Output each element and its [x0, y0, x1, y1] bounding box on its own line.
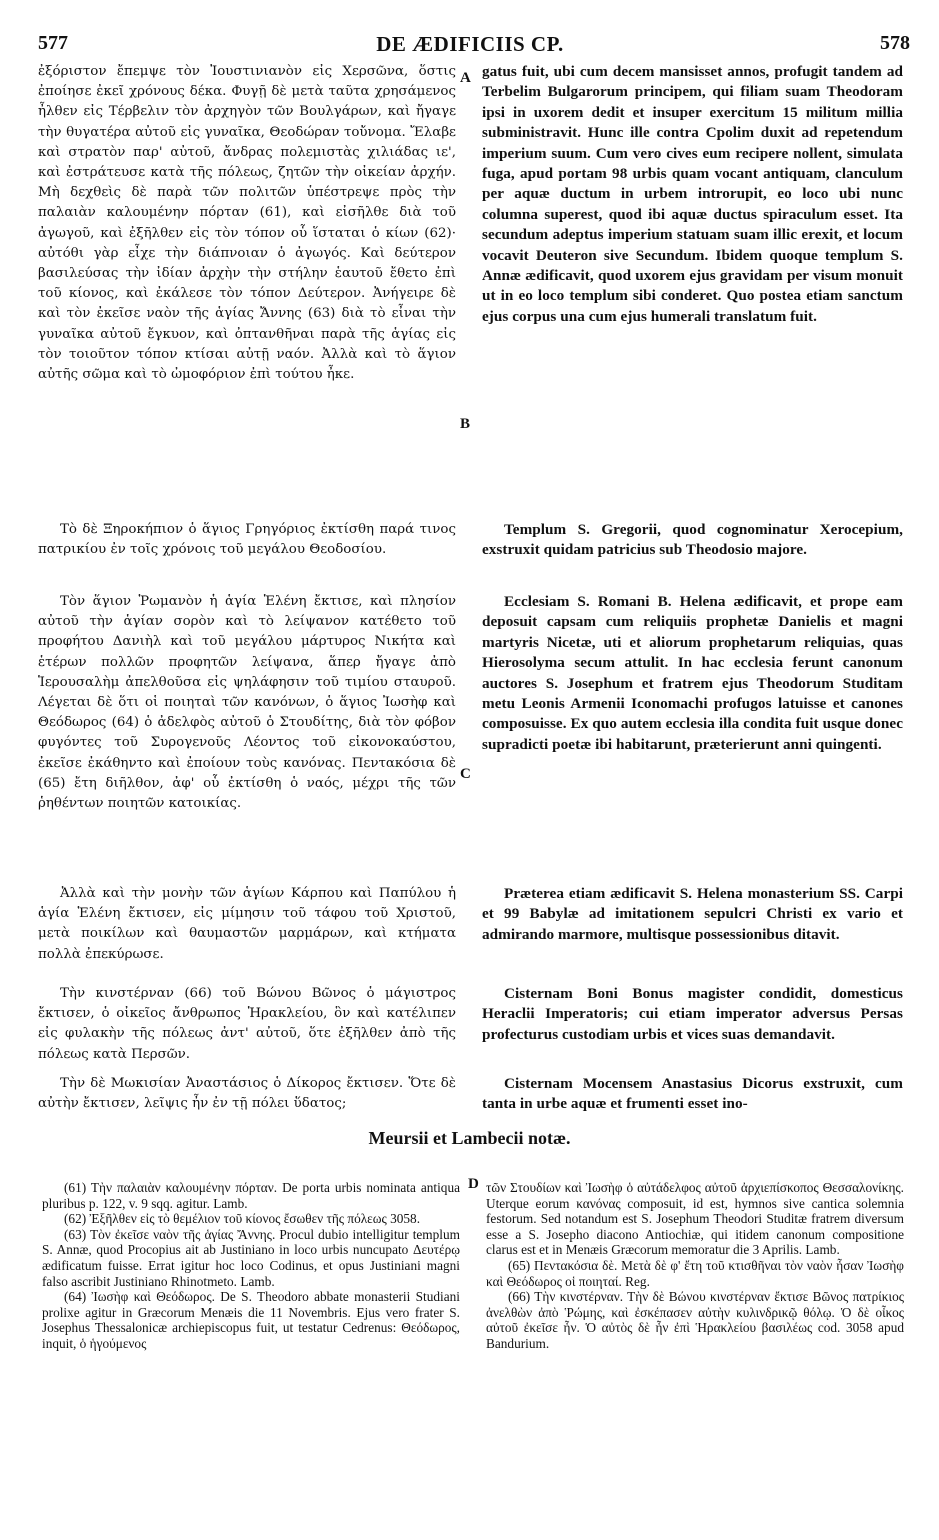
- greek-paragraph-2: Τὸ δὲ Ξηροκήπιον ὁ ἅγιος Γρηγόριος ἐκτίσθη παρά τινος πατρικίου ἐν τοῖς χρόνοις τοῦ μεγάλου Θεοδοσίου.: [38, 522, 456, 558]
- latin-paragraph-5: Cisternam Boni Bonus magister condidit, domesticus Heraclii Imperatoris; cui etiam imperator adversus Persas profecturus custodiam urbis et vices suas demandavit.: [482, 985, 903, 1043]
- notes-right-column: [486, 1180, 904, 1352]
- latin-paragraph-4: Præterea etiam ædificavit S. Helena monasterium SS. Carpi et 99 Babylæ ad imitationem sepulcri Christi ex vario et admirando marmore, multisque possessionibus ditavit.: [482, 885, 903, 943]
- note-61: (61) Τὴν παλαιὰν καλουμένην πόρταν. De porta urbis nominata antiqua pluribus p. 122, v. 9 sqq. agitur. Lamb.: [42, 1180, 460, 1211]
- greek-paragraph-1: ἐξόριστον ἔπεμψε τὸν Ἰουστινιανὸν εἰς Χερσῶνα, ὅστις ἐποίησε ἐκεῖ χρόνους δέκα. Φυγῇ δὲ μετὰ ταῦτα χρησάμενος ἦλθεν εἰς Τέρβελιν τὸν ἀρχηγὸν τῶν Βουλγάρων, καὶ ἤγαγε τὴν θυγατέρα αὐτοῦ εἰς γυναῖκα, Θεοδώραν τοὔνομα. Ἔλαβε καὶ στρατὸν παρ' αὐτοῦ, ἄνδρας πολεμιστὰς χιλιάδας ιε', καὶ ἐστράτευσε κατὰ τῆς πόλεως, ζητῶν τὴν οἰκείαν ἀρχήν. Μὴ δεχθεὶς δὲ παρὰ τῶν πολιτῶν ὑπέστρεψε πρὸς τὴν παλαιὰν καλουμένην πόρταν (61), καὶ εἰσῆλθε διὰ τοῦ ἀγωγοῦ, καὶ ἐξῆλθεν εἰς τὸν τόπον οὗ ἵσταται ὁ κίων (62)· αὐτόθι γὰρ εἶχε τὴν διάπνοιαν ὁ ἀγωγός. Καὶ δεύτερον βασιλεύσας τὴν ἰδίαν ἀρχὴν τὴν στήλην ἑαυτοῦ ἔθετο ἐπὶ τοῦ κίονος, καὶ ἐκάλεσε τὸν τόπον Δεύτερον. Ἀνήγειρε δὲ καὶ τὸν ἐκεῖσε ναὸν τῆς ἁγίας Ἄννης (63) διὰ τὸ εἶναι τὴν γυναῖκα αὐτοῦ ἔγκυον, καὶ ὀπτανθῆναι παρὰ τῆς ἁγίας εἰς τὸν τοιοῦτον τόπον κτίσαι αὐτῇ ναόν. Ἀλλὰ καὶ τὸ ἅγιον αὐτῆς σῶμα καὶ τὸ ὠμοφόριον ἐπὶ τούτου ἦκε.: [38, 64, 456, 383]
- notes-left-column: [42, 1180, 460, 1352]
- page-number-left: 577: [38, 32, 68, 54]
- greek-paragraph-5: Τὴν κινστέρναν (66) τοῦ Βώνου Βῶνος ὁ μάγιστρος ἔκτισεν, ὁ οἰκεῖος ἄνθρωπος Ἡρακλείου, ὃν καὶ κατέλιπεν εἰς φυλακὴν τῆς πόλεως ἀντ' αὐτοῦ, ὅτε ἐξῆλθεν ἀπὸ τῆς πόλεως κατὰ Περσῶν.: [38, 986, 456, 1062]
- margin-letter-a: A: [460, 70, 471, 86]
- greek-paragraph-4: Ἀλλὰ καὶ τὴν μονὴν τῶν ἁγίων Κάρπου καὶ Παπύλου ἡ ἁγία Ἑλένη ἔκτισεν, εἰς μίμησιν τοῦ τάφου τοῦ Χριστοῦ, μετὰ ποικίλων καὶ θαυμαστῶν μαρμάρων, καὶ κτήματα πολλὰ ἐπεκύρωσε.: [38, 886, 456, 962]
- note-65: (65) Πεντακόσια δὲ. Μετὰ δὲ φ' ἔτη τοῦ κτισθῆναι τὸν ναὸν ἦσαν Ἰωσὴφ καὶ Θεόδωρος οἱ ποιηταί. Reg.: [486, 1257, 904, 1289]
- latin-paragraph-6: Cisternam Mocensem Anastasius Dicorus exstruxit, cum tanta in urbe aquæ et frumenti esset ino-: [482, 1075, 903, 1113]
- margin-letter-c: C: [460, 766, 471, 782]
- page-header: [30, 28, 910, 58]
- greek-paragraph-6: Τὴν δὲ Μωκισίαν Ἀναστάσιος ὁ Δίκορος ἔκτισεν. Ὅτε δὲ αὐτὴν ἔκτισεν, λεῖψις ἦν ἐν τῇ πόλει ὕδατος;: [38, 1076, 456, 1112]
- note-63: (63) Τὸν ἐκεῖσε ναὸν τῆς ἁγίας Ἄννης. Procul dubio intelligitur templum S. Annæ, quod Procopius ait ab Justiniano in loco urbis nuncupato Δευτέρῳ ædificatum fuisse. Errat igitur hoc loco Codinus, et opus Justiniani magni falso ascribit Justiniano Rhinotmeto. Lamb.: [42, 1226, 460, 1289]
- latin-paragraph-3: Ecclesiam S. Romani B. Helena ædificavit, et prope eam deposuit capsam cum reliquiis prophetæ Danielis et magni martyris Nicetæ, uti et aliorum prophetarum reliquias, quas Hierosolyma secum attulit. In hac ecclesia ferunt canonum auctores S. Josephum et fratrem ejus Theodorum Studitam metu Leonis Armenii Iconomachi profugos latuisse et canones composuisse. Ex quo autem ecclesia illa condita fuit usque donec supradicti poetæ ibi habitarunt, præterierunt anni quingenti.: [482, 593, 903, 753]
- note-64-continued: τῶν Στουδίων καὶ Ἰωσὴφ ὁ αὐτάδελφος αὐτοῦ ἀρχιεπίσκοπος Θεσσαλονίκης. Uterque eorum κανόνας composuit, id est, hymnos sive cantica solemnia festorum. Sed notandum est S. Josephum Theodori Studitæ fratrem diversum esse a S. Josepho diacono Antiochiæ, qui itidem canonum compositione clarus est et in Menæis Græcorum memoratur die 3 Aprilis. Lamb.: [486, 1180, 904, 1258]
- running-title: DE ÆDIFICIIS CP.: [376, 32, 564, 56]
- margin-letter-b: B: [460, 416, 471, 432]
- notes-title: Meursii et Lambecii notæ.: [368, 1128, 571, 1148]
- greek-paragraph-3: Τὸν ἅγιον Ῥωμανὸν ἡ ἁγία Ἑλένη ἔκτισε, καὶ πλησίον αὐτοῦ τὴν ἁγίαν σορὸν καὶ τὸ λείψανον κατέθετο τοῦ προφήτου Δανιὴλ καὶ τοῦ μεγάλου μάρτυρος Νικήτα καὶ ἑτέρων πολλῶν προφητῶν λείψανα, ἅπερ ἤγαγε ἀπὸ Ἱερουσαλὴμ ἀπελθοῦσα εἰς ψηλάφησιν τοῦ τιμίου σταυροῦ. Λέγεται δὲ ὅτι οἱ ποιηταὶ τῶν κανόνων, ὁ ἅγιος Ἰωσὴφ καὶ Θεόδωρος (64) ὁ ἀδελφὸς αὐτοῦ ὁ Στουδίτης, διὰ τὸν φόβον φυγόντες τοῦ Συρογενοῦς Λέοντος τοῦ εἰκονοκαύστου, ἐκεῖσε ἐκάθηντο καὶ ἐποίουν τοὺς κανόνας. Πεντακόσια δὲ (65) ἔτη διῆλθον, ἀφ' οὗ ἐκτίσθη ὁ ναός, μέχρι τῆς τῶν ῥηθέντων ποιητῶν κατοικίας.: [38, 594, 456, 812]
- note-62: (62) Ἐξῆλθεν εἰς τὸ θεμέλιον τοῦ κίονος ἔσωθεν τῆς πόλεως 3058.: [64, 1211, 421, 1227]
- note-64: (64) Ἰωσὴφ καὶ Θεόδωρος. De S. Theodoro abbate monasterii Studiani prolixe agitur in Græcorum Menæis die 11 Novembris. Ejus vero frater S. Josephus Thessalonicæ archiepiscopus fuit, ut testatur Cedrenus: Θεόδωρος, inquit, ὁ ἡγούμενος: [42, 1289, 460, 1351]
- note-66: (66) Τὴν κινστέρναν. Τὴν δὲ Βώνου κινστέρναν ἔκτισε Βῶνος πατρίκιος ἀνελθὼν ἀπὸ Ῥώμης, καὶ ἐσκέπασεν αὐτὴν κυλινδρικῷ θόλῳ. Ὁ δὲ οἶκος αὐτοῦ ἐκεῖσε ἦν. Ὁ αὐτὸς δὲ ἦν ἐπὶ Ἡρακλείου βασιλέως cod. 3058 apud Bandurium.: [486, 1289, 904, 1351]
- latin-paragraph-1: gatus fuit, ubi cum decem mansisset annos, profugit tandem ad Terbelim Bulgarorum principem, qui filiam suam Theodoram ipsi in uxorem dedit et insuper exercitum 15 militum millia subministravit. Hunc ille contra Cpolim duxit ad repetendum imperium suum. Cum vero cives eum recipere nollent, simulata fuga, apud portam 98 urbis quam vocant antiquam, clanculum per aquæ ductum in urbem introrupit, eo loco ubi nunc columna superest, quod ibi aquæ ductus spiraculum esset. Ita secundum adeptus imperium statuam suam illic erexit, et locum vocavit Deuteron sive Secundum. Ibidem quoque templum S. Annæ ædificavit, quod uxorem ejus gravidam per visum monuit ut in eo loco templum sibi conderet. Quo postea etiam sanctum ejus corpus una cum ejus humerali translatum fuit.: [482, 63, 903, 325]
- latin-paragraph-2: Templum S. Gregorii, quod cognominatur Xerocepium, exstruxit quidam patricius sub Theodosio majore.: [482, 521, 903, 559]
- page-number-right: 578: [880, 32, 910, 54]
- margin-letter-d: D: [468, 1176, 479, 1192]
